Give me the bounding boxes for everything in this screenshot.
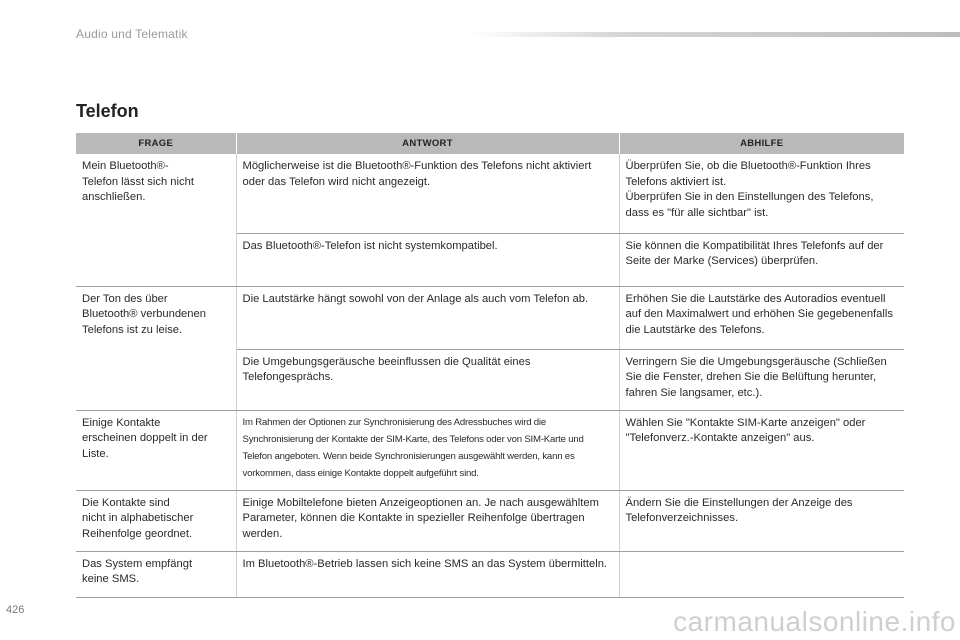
section-title: Telefon xyxy=(76,101,139,121)
chapter-title: Audio und Telematik xyxy=(76,27,188,41)
answer-cell: Möglicherweise ist die Bluetooth®-Funktion des Telefons nicht aktiviert oder das Telefon wird nicht angezeigt. xyxy=(236,154,619,233)
remedy-cell: Ändern Sie die Einstellungen der Anzeige des Telefonverzeichnisses. xyxy=(619,490,904,551)
table-row xyxy=(76,154,904,233)
question-cell: Das System empfängt keine SMS. xyxy=(76,551,236,597)
remedy-cell: Wählen Sie "Kontakte SIM-Karte anzeigen" oder "Telefonverz.-Kontakte anzeigen" aus. xyxy=(619,410,904,490)
question-cell: Mein Bluetooth®- Telefon lässt sich nicht anschließen. xyxy=(76,154,236,286)
column-header-antwort: ANTWORT xyxy=(236,133,619,154)
answer-cell: Die Umgebungsgeräusche beeinflussen die Qualität eines Telefongesprächs. xyxy=(236,349,619,410)
table-row xyxy=(76,490,904,551)
answer-cell: Im Rahmen der Optionen zur Synchronisierung des Adressbuches wird die Synchronisierung der Kontakte der SIM-Karte, des Telefons oder von SIM-Karte und Telefon angeboten. Wenn beide Synchronisierungen ausgewählt werden, kann es vorkommen, dass einige Kontakte doppelt aufgeführt sind. xyxy=(236,410,619,490)
faq-table xyxy=(76,133,904,598)
table-row xyxy=(76,286,904,349)
question-cell: Die Kontakte sind nicht in alphabetischer Reihenfolge geordnet. xyxy=(76,490,236,551)
answer-cell: Einige Mobiltelefone bieten Anzeigeoptionen an. Je nach ausgewähltem Parameter, können die Kontakte in spezieller Reihenfolge übertragen werden. xyxy=(236,490,619,551)
table-header-row xyxy=(76,133,904,154)
question-cell: Der Ton des über Bluetooth® verbundenen Telefons ist zu leise. xyxy=(76,286,236,410)
remedy-cell xyxy=(619,551,904,597)
header-decor-bar xyxy=(470,32,960,37)
column-header-frage: FRAGE xyxy=(76,133,236,154)
question-cell: Einige Kontakte erscheinen doppelt in der Liste. xyxy=(76,410,236,490)
column-header-abhilfe: ABHILFE xyxy=(619,133,904,154)
remedy-cell: Überprüfen Sie, ob die Bluetooth®-Funktion Ihres Telefons aktiviert ist. Überprüfen Sie in den Einstellungen des Telefons, dass es "für alle sichtbar" ist. xyxy=(619,154,904,233)
watermark-text: carmanualsonline.info xyxy=(673,606,956,637)
answer-cell: Das Bluetooth®-Telefon ist nicht systemkompatibel. xyxy=(236,233,619,286)
table-row xyxy=(76,410,904,490)
table-row xyxy=(76,551,904,597)
remedy-cell: Verringern Sie die Umgebungsgeräusche (Schließen Sie die Fenster, drehen Sie die Belüftung herunter, fahren Sie langsamer, etc.). xyxy=(619,349,904,410)
answer-cell: Im Bluetooth®-Betrieb lassen sich keine SMS an das System übermitteln. xyxy=(236,551,619,597)
answer-cell: Die Lautstärke hängt sowohl von der Anlage als auch vom Telefon ab. xyxy=(236,286,619,349)
remedy-cell: Erhöhen Sie die Lautstärke des Autoradios eventuell auf den Maximalwert und erhöhen Sie gegebenenfalls die Lautstärke des Telefons. xyxy=(619,286,904,349)
page-number: 426 xyxy=(6,604,25,616)
remedy-cell: Sie können die Kompatibilität Ihres Telefonfs auf der Seite der Marke (Services) überprüfen. xyxy=(619,233,904,286)
